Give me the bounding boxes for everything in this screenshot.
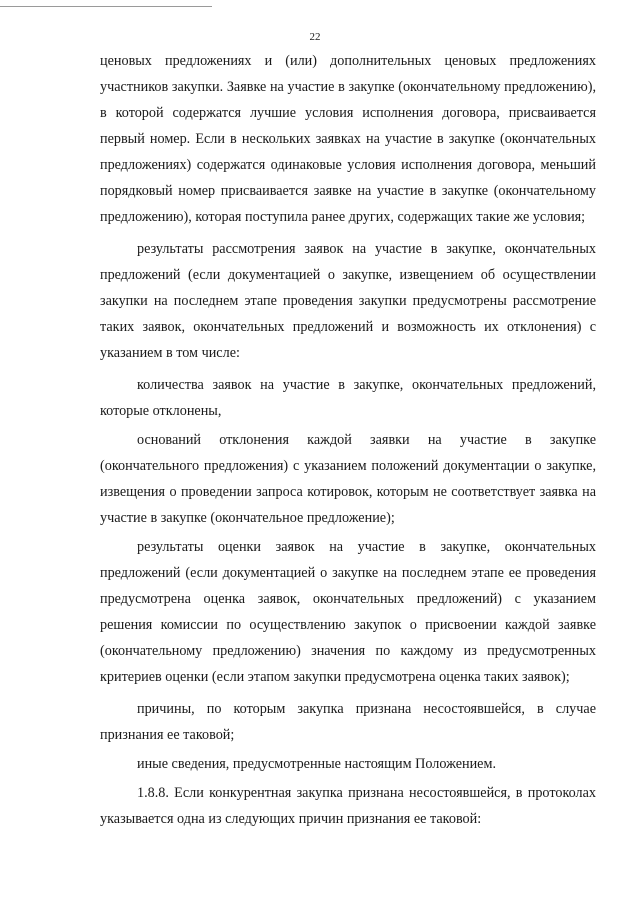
paragraph-continuation: ценовых предложениях и (или) дополнительных ценовых предложениях участников закупки. Заявке на участие в закупке (окончательному предложению), в которой содержатся лучшие условия исполнения договора, присваивается первый номер. Если в нескольких заявках на участие в закупке (окончательных предложениях) содержатся одинаковые условия исполнения договора, меньший порядковый номер присваивается заявке на участие в закупке (окончательному предложению), которая поступила ранее других, содержащих такие же условия; xyxy=(100,53,596,225)
paragraph-rejected-count: количества заявок на участие в закупке, окончательных предложений, которые отклонены, xyxy=(100,377,596,419)
paragraph-review-results: результаты рассмотрения заявок на участие в закупке, окончательных предложений (если документацией о закупке, извещением об осуществлении закупки на последнем этапе проведения закупки предусмотрены рассмотрение таких заявок, окончательных предложений и возможность их отклонения) с указанием в том числе: xyxy=(100,241,596,361)
paragraph-rejection-grounds: оснований отклонения каждой заявки на участие в закупке (окончательного предложения) с указанием положений документации о закупке, извещения о проведении запроса котировок, которым не соответствует заявка на участие в закупке (окончательное предложение); xyxy=(100,432,596,526)
paragraph-failure-reasons: причины, по которым закупка признана несостоявшейся, в случае признания ее таковой; xyxy=(100,701,596,743)
paragraph-other-info: иные сведения, предусмотренные настоящим Положением. xyxy=(137,756,497,772)
paragraph-evaluation-results: результаты оценки заявок на участие в закупке, окончательных предложений (если документацией о закупке на последнем этапе ее проведения предусмотрена оценка заявок, окончательных предложений) с указанием решения комиссии по осуществлению закупок о присвоении каждой заявке (окончательному предложению) значения по каждому из предусмотренных критериев оценки (если этапом закупки предусмотрена оценка таких заявок); xyxy=(100,539,596,685)
paragraph-section-1-8-8: 1.8.8. Если конкурентная закупка признана несостоявшейся, в протоколах указывается одна из следующих причин признания ее таковой: xyxy=(100,785,596,827)
document-body xyxy=(100,48,596,832)
scan-edge-line xyxy=(0,6,212,7)
page-number: 22 xyxy=(309,31,321,43)
